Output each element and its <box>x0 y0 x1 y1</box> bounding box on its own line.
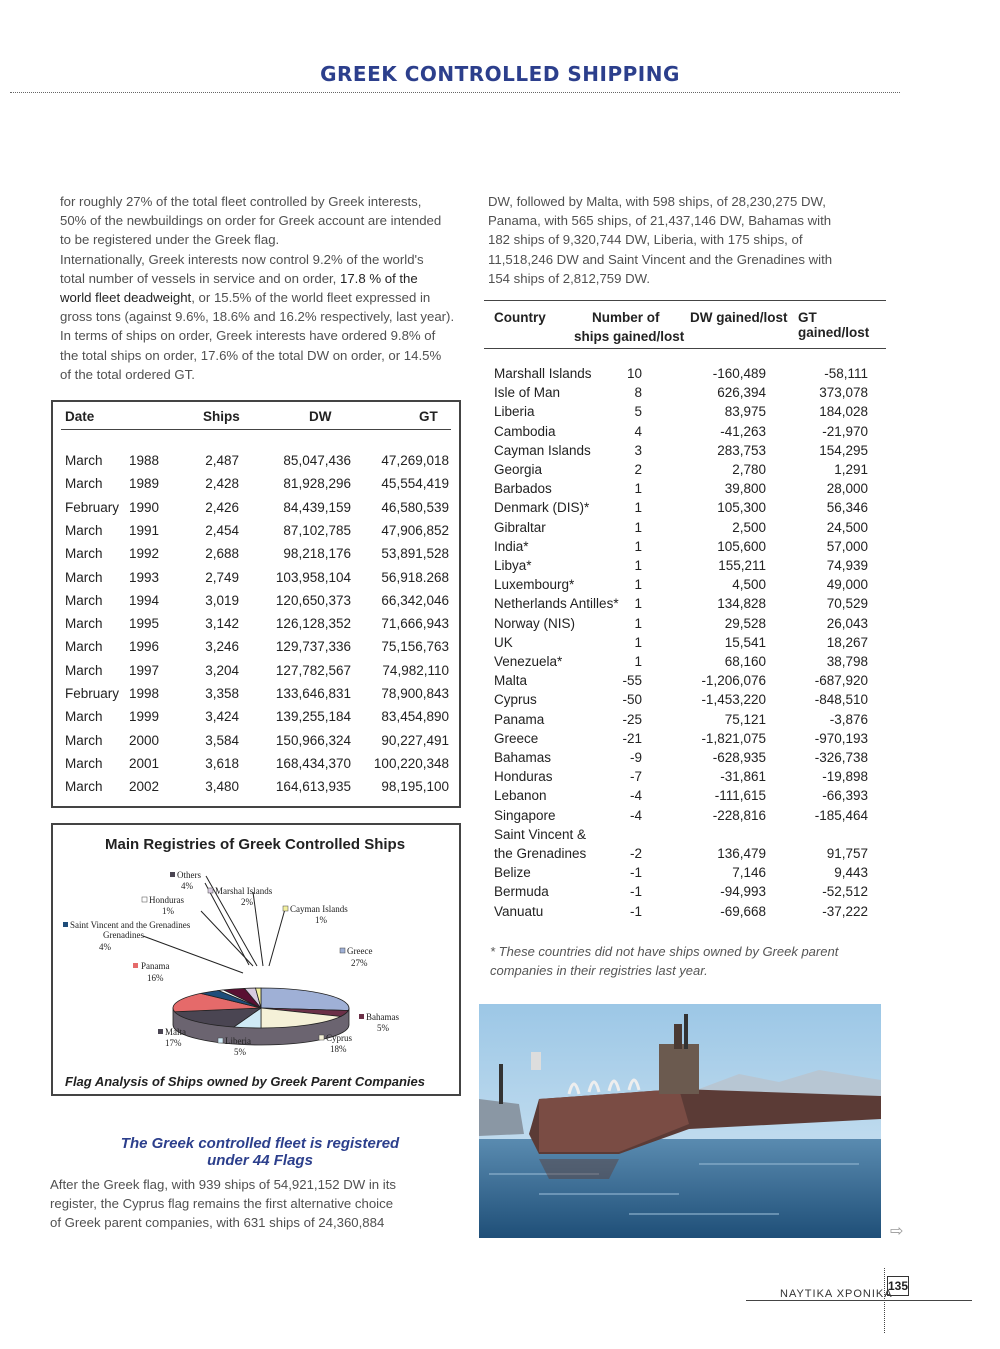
slice-label-greece: Greece <box>347 946 373 956</box>
ships-change-cell: -21 <box>622 730 642 746</box>
ships-change-cell: 1 <box>634 538 642 554</box>
month-cell: March <box>65 662 103 678</box>
ships-change-cell: 8 <box>634 385 642 401</box>
dw-cell: 168,434,370 <box>275 755 351 771</box>
dw-change-cell: -31,861 <box>720 769 766 785</box>
dw-change-cell: 283,753 <box>717 442 766 458</box>
slice-pct-cayman: 1% <box>315 915 327 925</box>
footer-rule <box>746 1300 972 1301</box>
year-cell: 1990 <box>129 499 160 515</box>
header-rule <box>484 348 886 349</box>
dw-cell: 139,255,184 <box>275 709 351 725</box>
page-title: GREEK CONTROLLED SHIPPING <box>320 62 680 86</box>
year-cell: 1998 <box>129 686 160 701</box>
slice-pct-malta: 17% <box>165 1038 182 1048</box>
dw-cell: 98,218,176 <box>283 546 351 562</box>
gt-change-cell: 28,000 <box>826 481 868 497</box>
title-divider <box>10 92 900 93</box>
gt-change-cell: -3,876 <box>829 711 868 727</box>
slice-label-svg-line2: Grenadines <box>103 930 144 940</box>
ships-change-cell: 1 <box>634 615 642 631</box>
ships-cell: 3,584 <box>205 732 239 748</box>
year-cell: 1994 <box>129 592 160 608</box>
gt-change-cell: 18,267 <box>826 634 868 650</box>
country-cell: Liberia <box>494 404 535 420</box>
dw-change-cell: -41,263 <box>720 423 766 439</box>
country-cell: Norway (NIS) <box>494 615 576 631</box>
table-row <box>53 709 459 732</box>
registries-chart <box>51 823 461 1096</box>
dw-change-cell: -111,615 <box>714 788 766 804</box>
ships-change-cell: 1 <box>634 634 642 650</box>
ships-change-cell: -9 <box>629 750 642 765</box>
ships-change-cell: 1 <box>634 596 642 612</box>
slice-label-svg: Saint Vincent and the Grenadines <box>70 920 191 930</box>
footer-brand: ΝΑΥΤΙΚΑ ΧΡΟΝΙΚΑ <box>780 1288 893 1300</box>
dw-change-cell: -228,816 <box>712 807 766 823</box>
gt-cell: 78,900,843 <box>381 686 449 701</box>
dw-change-cell: 136,479 <box>717 846 766 861</box>
col-header-gt: GT <box>419 409 438 424</box>
gt-change-cell: 91,757 <box>826 846 868 861</box>
dw-change-cell: 39,800 <box>724 481 766 497</box>
gt-change-cell: 373,078 <box>819 385 868 401</box>
month-cell: March <box>65 453 103 468</box>
country-gains-table <box>484 300 886 1000</box>
gt-cell: 83,454,890 <box>381 709 449 725</box>
year-cell: 1999 <box>129 709 160 725</box>
country-cell: Greece <box>494 730 539 746</box>
legend-swatch-bahamas <box>359 1014 364 1019</box>
year-cell: 2000 <box>129 732 160 748</box>
country-cell: Venezuela* <box>494 654 563 669</box>
dw-cell: 126,128,352 <box>275 616 351 632</box>
year-cell: 1996 <box>129 639 160 655</box>
table-row <box>53 570 459 593</box>
dw-change-cell: 29,528 <box>724 615 766 631</box>
gt-cell: 45,554,419 <box>381 476 449 492</box>
dw-change-cell: -1,453,220 <box>701 692 766 708</box>
country-cell: Honduras <box>494 769 553 785</box>
year-cell: 2002 <box>129 779 160 795</box>
country-cell: Barbados <box>494 481 552 497</box>
ships-cell: 2,454 <box>205 522 239 538</box>
dw-cell: 103,958,104 <box>275 569 351 585</box>
continue-arrow-icon: ⇨ <box>890 1223 904 1240</box>
gt-change-cell: -848,510 <box>814 692 868 708</box>
dw-cell: 133,646,831 <box>275 686 351 701</box>
dw-change-cell: -94,993 <box>720 884 766 900</box>
dw-change-cell: -1,821,075 <box>701 730 766 746</box>
pie-chart <box>53 853 459 1093</box>
country-cell: Cambodia <box>494 423 556 439</box>
gt-cell: 74,982,110 <box>382 662 449 678</box>
dw-change-cell: 4,500 <box>732 577 766 593</box>
ships-cell: 2,688 <box>205 546 239 562</box>
slice-pct-svg: 4% <box>99 942 111 952</box>
country-cell: Luxembourg* <box>494 577 575 593</box>
gt-cell: 53,891,528 <box>381 546 449 562</box>
gt-cell: 66,342,046 <box>381 592 449 608</box>
ships-cell: 2,426 <box>205 499 239 515</box>
dw-change-cell: 2,500 <box>732 519 766 535</box>
dw-cell: 150,966,324 <box>275 732 351 748</box>
gt-change-cell: 154,295 <box>819 442 868 458</box>
month-cell: March <box>65 779 103 795</box>
flags-heading: The Greek controlled fleet is registered under 44 Flags <box>120 1135 400 1169</box>
year-cell: 1995 <box>129 616 160 632</box>
year-cell: 1997 <box>129 662 160 678</box>
country-cell: UK <box>494 634 513 650</box>
dw-cell: 85,047,436 <box>283 453 351 468</box>
ships-cell: 2,749 <box>205 569 239 585</box>
gt-change-cell: -66,393 <box>822 788 868 804</box>
ships-change-cell: 1 <box>634 481 642 497</box>
country-cell: Netherlands Antilles* <box>494 596 619 612</box>
country-cell: India* <box>494 538 529 554</box>
ships-change-cell: -25 <box>622 711 642 727</box>
table-row <box>53 756 459 779</box>
ships-cell: 3,204 <box>205 662 239 678</box>
dw-change-cell: 15,541 <box>724 634 766 650</box>
ships-cell: 3,246 <box>205 639 239 655</box>
year-cell: 2001 <box>129 755 160 771</box>
gt-cell: 47,269,018 <box>381 453 449 468</box>
dw-cell: 164,613,935 <box>275 779 351 795</box>
country-cell: Saint Vincent & <box>494 826 587 842</box>
ships-change-cell: 10 <box>626 366 642 381</box>
slice-pct-greece: 27% <box>351 958 368 968</box>
month-cell: March <box>65 755 103 771</box>
col-header-country: Country <box>494 310 546 325</box>
ships-change-cell: 5 <box>634 404 642 420</box>
country-cell: Georgia <box>494 462 543 477</box>
gt-cell: 100,220,348 <box>373 755 449 771</box>
month-cell: March <box>65 709 103 725</box>
header-rule <box>61 429 451 430</box>
ships-change-cell: 4 <box>634 423 642 439</box>
ships-cell: 3,358 <box>205 686 239 701</box>
gt-change-cell: -21,970 <box>822 423 868 439</box>
country-cell: Bahamas <box>494 750 552 765</box>
gt-cell: 71,666,943 <box>381 616 449 632</box>
dw-change-cell: 105,600 <box>717 538 766 554</box>
tanker-photo <box>479 1004 881 1238</box>
dw-change-cell: 83,975 <box>724 404 766 420</box>
gt-change-cell: 49,000 <box>826 577 868 593</box>
legend-swatch-honduras <box>142 897 147 902</box>
dw-change-cell: 75,121 <box>724 711 766 727</box>
gt-change-cell: 38,798 <box>826 654 868 669</box>
table-row <box>484 904 886 927</box>
chart-caption: Flag Analysis of Ships owned by Greek Parent Companies <box>65 1074 426 1089</box>
ships-change-cell: -55 <box>622 673 642 689</box>
table-row <box>53 453 459 476</box>
table-row <box>53 779 459 802</box>
ships-cell: 3,019 <box>205 592 239 608</box>
table-row <box>53 546 459 569</box>
month-cell: March <box>65 546 103 562</box>
country-cell: Malta <box>494 673 528 689</box>
footer-vertical-rule <box>884 1268 885 1333</box>
legend-swatch-cyprus <box>319 1035 324 1040</box>
ships-change-cell: -4 <box>629 807 642 823</box>
slice-label-panama: Panama <box>141 961 170 971</box>
country-cell: Bermuda <box>494 884 549 900</box>
slice-label-malta: Malta <box>165 1027 186 1037</box>
gt-cell: 56,918.268 <box>381 569 449 585</box>
year-cell: 1992 <box>129 546 160 562</box>
ships-change-cell: 1 <box>634 558 642 573</box>
ships-change-cell: 1 <box>634 577 642 593</box>
gt-change-cell: -19,898 <box>822 769 868 785</box>
col-header-date: Date <box>65 409 95 424</box>
country-cell: Cyprus <box>494 692 537 708</box>
dw-change-cell: 7,146 <box>732 865 766 881</box>
legend-swatch-cayman <box>283 906 288 911</box>
ships-change-cell: 1 <box>634 519 642 535</box>
gt-change-cell: 1,291 <box>834 462 868 477</box>
col-header-dw: DW gained/lost <box>690 310 788 325</box>
table-row <box>53 616 459 639</box>
dw-cell: 127,782,567 <box>275 662 351 678</box>
month-cell: March <box>65 476 103 492</box>
gt-change-cell: 56,346 <box>826 500 868 516</box>
gt-change-cell: -970,193 <box>814 730 868 746</box>
slice-label-honduras: Honduras <box>149 895 184 905</box>
gt-change-cell: -185,464 <box>814 807 868 823</box>
legend-swatch-malta <box>158 1029 163 1034</box>
slice-label-cayman: Cayman Islands <box>290 904 348 914</box>
legend-swatch-panama <box>133 963 138 968</box>
pie-slice-greece <box>261 988 349 1011</box>
month-cell: March <box>65 569 103 585</box>
ships-change-cell: -1 <box>629 884 642 900</box>
table-row <box>53 593 459 616</box>
dw-change-cell: -160,489 <box>712 366 766 381</box>
country-cell: Denmark (DIS)* <box>494 500 590 516</box>
legend-swatch-svg <box>63 922 68 927</box>
country-cell: Lebanon <box>494 788 547 804</box>
slice-pct-others: 4% <box>181 881 193 891</box>
dw-change-cell: 155,211 <box>718 558 766 573</box>
dw-change-cell: 134,828 <box>717 596 766 612</box>
legend-swatch-greece <box>340 948 345 953</box>
ships-cell: 3,480 <box>205 779 239 795</box>
dw-cell: 87,102,785 <box>283 522 351 538</box>
gt-change-cell: 70,529 <box>826 596 868 612</box>
gt-change-cell: 26,043 <box>826 615 868 631</box>
country-cell: Vanuatu <box>494 903 544 919</box>
col-header-ships-line1: Number of <box>592 310 660 325</box>
gt-cell: 47,906,852 <box>381 522 449 538</box>
flags-paragraph: After the Greek flag, with 939 ships of 54,921,152 DW in its register, the Cyprus flag remains the first alternative choice of Greek parent companies, with 631 ships of 24,360,884 <box>50 1177 396 1231</box>
ships-change-cell: -1 <box>629 903 642 919</box>
table-row <box>53 663 459 686</box>
dw-change-cell: -1,206,076 <box>701 673 766 689</box>
dw-change-cell: -69,668 <box>720 903 766 919</box>
dw-change-cell: 626,394 <box>717 385 766 401</box>
ships-change-cell: 2 <box>634 462 642 477</box>
table-row <box>53 523 459 546</box>
gt-change-cell: 57,000 <box>826 538 868 554</box>
month-cell: March <box>65 522 103 538</box>
legend-swatch-marshal <box>208 888 213 893</box>
month-cell: February <box>65 499 120 515</box>
table-row <box>53 733 459 756</box>
month-cell: March <box>65 592 103 608</box>
ships-cell: 2,428 <box>205 476 239 492</box>
dw-change-cell: 68,160 <box>724 654 766 669</box>
page-number: 135 <box>887 1276 909 1296</box>
slice-label-cyprus: Cyprus <box>326 1033 353 1043</box>
gt-change-cell: 9,443 <box>834 865 868 881</box>
gt-change-cell: -326,738 <box>814 750 868 765</box>
slice-label-bahamas: Bahamas <box>366 1012 399 1022</box>
slice-pct-marshal: 2% <box>241 897 253 907</box>
ships-cell: 3,618 <box>205 755 239 771</box>
table-row <box>53 686 459 709</box>
gt-cell: 75,156,763 <box>381 639 449 655</box>
dw-cell: 129,737,336 <box>275 639 351 655</box>
chart-title: Main Registries of Greek Controlled Ships <box>105 836 406 853</box>
legend-swatch-liberia <box>218 1038 223 1043</box>
ships-change-cell: -1 <box>629 865 642 881</box>
country-cell: the Grenadines <box>494 846 587 861</box>
ships-change-cell: 1 <box>634 654 642 669</box>
dw-change-cell: -628,935 <box>712 750 766 765</box>
ships-change-cell: -50 <box>622 692 642 708</box>
year-cell: 1991 <box>129 522 160 538</box>
month-cell: March <box>65 732 103 748</box>
col-header-ships-line2: ships gained/lost <box>574 329 685 344</box>
gt-cell: 98,195,100 <box>381 779 449 795</box>
table-row <box>53 639 459 662</box>
dw-cell: 81,928,296 <box>283 476 351 492</box>
country-cell: Gibraltar <box>494 519 546 535</box>
slice-pct-panama: 16% <box>147 973 164 983</box>
slice-label-liberia: Liberia <box>225 1036 251 1046</box>
country-cell: Marshall Islands <box>494 366 592 381</box>
country-cell: Belize <box>494 865 531 881</box>
month-cell: March <box>65 616 103 632</box>
gt-change-cell: 74,939 <box>826 558 868 573</box>
slice-label-marshal: Marshal Islands <box>215 886 273 896</box>
legend-swatch-others <box>170 872 175 877</box>
gt-cell: 46,580,539 <box>381 499 449 515</box>
dw-cell: 120,650,373 <box>275 592 351 608</box>
year-cell: 1993 <box>129 569 160 585</box>
col-header-dw: DW <box>309 409 332 424</box>
ships-change-cell: 1 <box>634 500 642 516</box>
table-footnote: * These countries did not have ships owned by Greek parent companies in their registries last year. <box>490 944 839 978</box>
year-cell: 1989 <box>129 476 160 492</box>
gt-change-cell: -687,920 <box>814 673 868 689</box>
gt-change-cell: 24,500 <box>826 519 868 535</box>
gt-change-cell: -58,111 <box>824 366 868 381</box>
country-cell: Libya* <box>494 558 532 573</box>
col-header-ships: Ships <box>203 409 240 424</box>
country-cell: Panama <box>494 711 545 727</box>
dw-change-cell: 105,300 <box>717 500 766 516</box>
table-row <box>53 476 459 499</box>
gt-cell: 90,227,491 <box>381 732 449 748</box>
col-header-gt: GT gained/lost <box>798 310 870 340</box>
country-cell: Isle of Man <box>494 385 561 401</box>
gt-change-cell: -52,512 <box>822 884 868 900</box>
intro-paragraph: for roughly 27% of the total fleet controlled by Greek interests, 50% of the newbuildings on order for Greek account are intended to be registered under the Greek flag. Internationally, Greek interests now control 9.2% of the world's total number of vessels in service and on order, 17.8 % of the world fleet deadweight, or 15.5% of the world fleet expressed in gross tons (against 9.6%, 18.6% and 16.2% respectively, last year). In terms of ships on order, Greek interests have ordered 9.8% of the total ships on order, 17.6% of the total DW on order, or 14.5% of the total ordered GT. <box>60 194 455 382</box>
ships-change-cell: -4 <box>629 788 642 804</box>
ships-cell: 3,424 <box>205 709 239 725</box>
country-cell: Cayman Islands <box>494 442 591 458</box>
slice-pct-honduras: 1% <box>162 906 174 916</box>
slice-pct-cyprus: 18% <box>330 1044 347 1054</box>
gt-change-cell: -37,222 <box>822 903 868 919</box>
slice-pct-bahamas: 5% <box>377 1023 389 1033</box>
table-row <box>53 500 459 523</box>
dw-cell: 84,439,159 <box>283 499 351 515</box>
dw-change-cell: 2,780 <box>732 462 766 477</box>
year-cell: 1988 <box>129 453 160 468</box>
month-cell: March <box>65 639 103 655</box>
table-top-rule <box>484 300 886 301</box>
ships-change-cell: -2 <box>629 846 642 861</box>
ships-change-cell: 3 <box>634 442 642 458</box>
month-cell: February <box>65 686 120 701</box>
slice-label-others: Others <box>177 870 201 880</box>
right-paragraph: DW, followed by Malta, with 598 ships, of 28,230,275 DW, Panama, with 565 ships, of 21,437,146 DW, Bahamas with 182 ships of 9,320,744 DW, Liberia, with 175 ships, of 11,518,246 DW and Saint Vincent and the Grenadines with 154 ships of 2,812,759 DW. <box>488 194 833 286</box>
ships-change-cell: -7 <box>629 769 642 785</box>
slice-pct-liberia: 5% <box>234 1047 246 1057</box>
fleet-history-table <box>51 400 461 808</box>
ships-cell: 3,142 <box>205 616 239 632</box>
country-cell: Singapore <box>494 807 556 823</box>
ships-cell: 2,487 <box>205 453 239 468</box>
gt-change-cell: 184,028 <box>819 404 868 420</box>
